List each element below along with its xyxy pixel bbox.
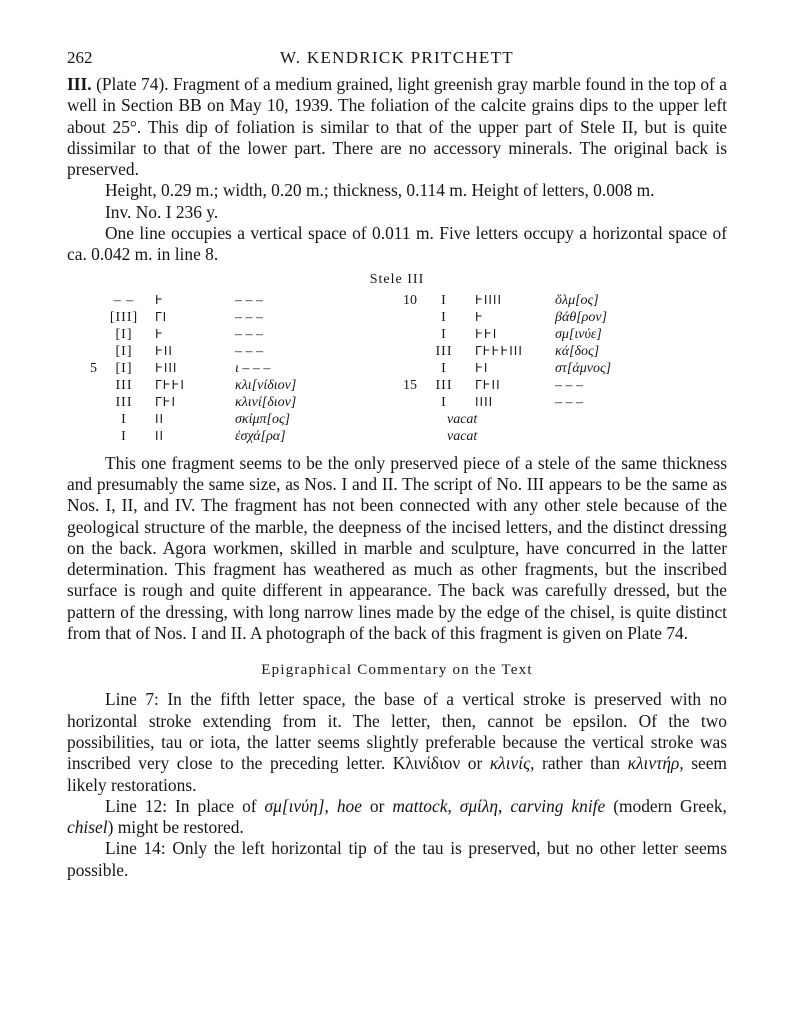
entry-description	[67, 74, 727, 180]
inscription-line	[77, 309, 397, 326]
line-number	[397, 360, 421, 377]
line-number	[77, 326, 101, 343]
numeral-count: [I]	[115, 326, 133, 342]
inscription-line	[77, 360, 397, 377]
inscription-line	[397, 360, 717, 377]
line-number	[77, 428, 101, 445]
greek-word: Κλινίδιον	[392, 753, 461, 774]
discussion-paragraph: This one fragment seems to be the only preserved piece of a stele of the same thickness and presumably the same size, as Nos. I and II. The script of No. III appears to be the same as Nos. I, II, and IV. The fragment has not been connected with any other stele because of the geological structure of the marble, the deepness of the incised letters, and the distinct dressing on the back. Agora workmen, skilled in marble and sculpture, have concurred in the latter determination. This fragment has weathered as much as other fragments, but the inscribed surface is rough and quite different in appearance. The back was carefully dressed, but the pattern of the dressing, with long narrow lines made by the edge of the chisel, is quite distinct from that of Nos. I and II. A photograph of the back of this fragment is given on Plate 74.	[67, 452, 727, 644]
line-number: 5	[90, 360, 97, 376]
running-head	[67, 48, 727, 74]
line-number: 10	[403, 292, 417, 308]
page-number: 262	[67, 48, 93, 67]
numeral-count: I	[441, 394, 447, 410]
item-name: – – –	[235, 343, 263, 359]
numeral-count: – –	[113, 292, 135, 308]
price-numeral: ΓⱵΙΙ	[475, 377, 501, 392]
inscription-table	[77, 292, 727, 445]
numeral-count: [III]	[109, 309, 139, 325]
inscription-line	[77, 428, 397, 445]
price-numeral: ⱵΙΙΙ	[155, 360, 178, 375]
numeral-count: III	[115, 394, 133, 410]
item-name: – – –	[555, 377, 583, 393]
entry-number: III.	[67, 74, 92, 94]
page	[67, 48, 727, 881]
price-numeral: ⱵⱵΙ	[475, 326, 498, 341]
price-numeral: ⱵΙΙ	[155, 343, 173, 358]
line-label: Line 14:	[105, 838, 166, 859]
stele-heading: Stele III	[369, 271, 425, 287]
inscription-line	[397, 394, 717, 411]
greek-word: σμ[ινύη]	[264, 795, 325, 816]
price-numeral: ⱵΙΙΙΙ	[475, 292, 503, 307]
inscription-line	[77, 326, 397, 343]
price-numeral: ΓΙ	[155, 309, 168, 324]
commentary-line-7: Line 7: In the fifth letter space, the base of a vertical stroke is preserved with no horizontal stroke extending from it. The letter, then, cannot be epsilon. Of the two possibilities, tau or iota, the latter seems slightly preferable because the vertical stroke was inscribed very close to the preceding letter. Κλινίδιον or κλινίς, rather than κλιντήρ, seem likely restorations.	[67, 689, 727, 795]
item-name: σμ[ινύε]	[555, 326, 602, 342]
item-name: σκίμπ[ος]	[235, 411, 291, 427]
line-number	[77, 377, 101, 394]
inscription-line	[397, 326, 717, 343]
line-label: Line 12:	[105, 795, 168, 816]
price-numeral: Ⱶ	[155, 326, 164, 341]
price-numeral: Ⱶ	[475, 309, 484, 324]
numeral-count: I	[441, 326, 447, 342]
line-number	[77, 292, 101, 309]
item-name: – – –	[235, 309, 263, 325]
line-number	[397, 394, 421, 411]
inscription-line	[77, 292, 397, 309]
commentary-line-12: Line 12: In place of σμ[ινύη], hoe or mattock, σμίλη, carving knife (modern Greek, chisel) might be restored.	[67, 795, 727, 838]
price-numeral: ΙΙΙΙ	[475, 394, 494, 409]
inscription-line	[77, 411, 397, 428]
inscription-left-column	[77, 292, 397, 445]
line-number	[77, 411, 101, 428]
line-number	[77, 309, 101, 326]
price-numeral: ΓⱵΙ	[155, 394, 177, 409]
item-name: ὅλμ[ος]	[555, 292, 599, 308]
item-name: – – –	[235, 292, 263, 308]
line-number	[77, 394, 101, 411]
vacat-line: vacat	[447, 428, 478, 444]
inscription-line	[397, 377, 717, 394]
item-name: – – –	[555, 394, 583, 410]
item-name: κλι[νίδιον]	[235, 377, 297, 393]
item-name: ἐσχά[ρα]	[235, 428, 286, 444]
numeral-count: [I]	[115, 360, 133, 376]
inscription-line	[397, 343, 717, 360]
inscription-right-column	[397, 292, 717, 445]
numeral-count: I	[121, 428, 127, 444]
inscription-line	[77, 343, 397, 360]
commentary-line-14: Line 14: Only the left horizontal tip of the tau is preserved, but no other letter seems possible.	[67, 838, 727, 880]
price-numeral: ΙΙ	[155, 411, 165, 426]
item-name: βάθ[ρον]	[555, 309, 608, 325]
numeral-count: I	[441, 309, 447, 325]
vacat-line: vacat	[447, 411, 478, 427]
running-title: W. KENDRICK PRITCHETT	[280, 48, 514, 67]
numeral-count: [I]	[115, 343, 133, 359]
inscription-line	[397, 309, 717, 326]
numeral-count: III	[435, 377, 453, 393]
numeral-count: I	[121, 411, 127, 427]
numeral-count: I	[441, 360, 447, 376]
line-label: Line 7:	[105, 689, 159, 710]
inscription-line	[77, 377, 397, 394]
line-number	[397, 309, 421, 326]
greek-word: σμίλη	[459, 795, 499, 816]
commentary-heading: Epigraphical Commentary on the Text	[261, 662, 533, 679]
greek-word: κλινίς	[489, 753, 531, 774]
numeral-count: III	[115, 377, 133, 393]
price-numeral: Ⱶ	[155, 292, 164, 307]
price-numeral: ⱵΙ	[475, 360, 489, 375]
line-number	[397, 326, 421, 343]
inscription-right-lines	[397, 292, 717, 411]
entry-description-text: (Plate 74). Fragment of a medium grained, light greenish gray marble found in the top of a well in Section BB on May 10, 1939. The foliation of the calcite grains dips to the upper left about 25°. This dip of foliation is similar to that of the upper part of Stele II, but is quite dissimilar to that of the lower part. There are no accessory minerals. The original back is preserved.	[67, 74, 727, 180]
item-name: κά[δος]	[555, 343, 600, 359]
greek-word: κλιντήρ	[627, 753, 680, 774]
price-numeral: ΓⱵⱵⱵΙΙΙ	[475, 343, 523, 358]
price-numeral: ΙΙ	[155, 428, 165, 443]
inscription-line	[77, 394, 397, 411]
letter-spacing-note: One line occupies a vertical space of 0.011 m. Five letters occupy a horizontal space of ca. 0.042 m. in line 8.	[67, 223, 727, 265]
price-numeral: ΓⱵⱵΙ	[155, 377, 185, 392]
dimensions: Height, 0.29 m.; width, 0.20 m.; thickness, 0.114 m. Height of letters, 0.008 m.	[105, 180, 655, 201]
inscription-line	[397, 292, 717, 309]
numeral-count: III	[435, 343, 453, 359]
item-name: κλινί[διον]	[235, 394, 297, 410]
numeral-count: I	[441, 292, 447, 308]
line-number	[397, 343, 421, 360]
item-name: στ[άμνος]	[555, 360, 612, 376]
item-name: – – –	[235, 326, 263, 342]
line-number	[77, 343, 101, 360]
item-name: ι – – –	[235, 360, 271, 376]
inventory-number: Inv. No. I 236 y.	[105, 201, 219, 222]
line-number: 15	[403, 377, 417, 393]
